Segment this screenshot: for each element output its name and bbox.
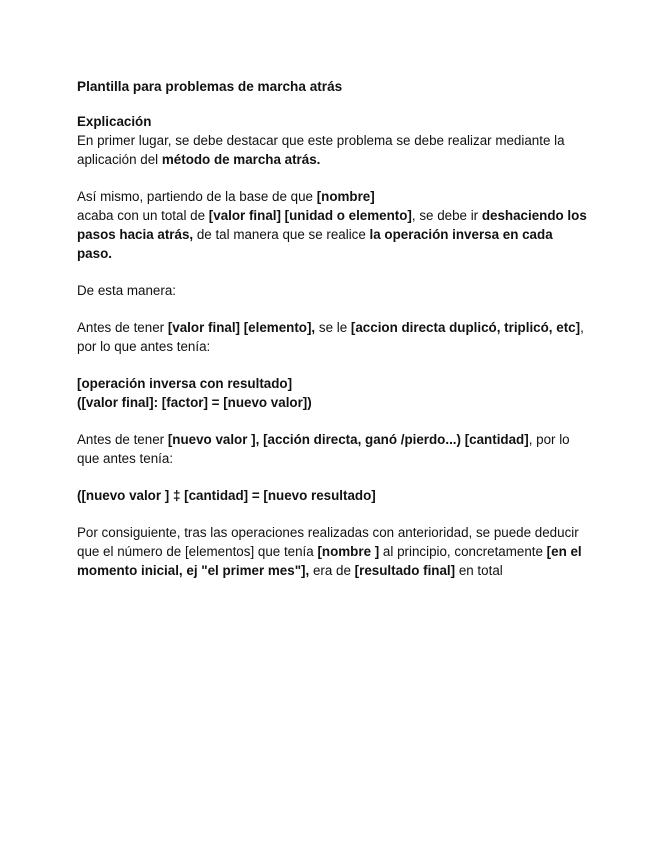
asi-mismo-paragraph — [77, 187, 589, 263]
conclusion-bold-1: [nombre ] — [317, 544, 380, 559]
operacion-line-2: ([valor final]: [factor] = [nuevo valor]) — [77, 395, 312, 410]
asi-mismo-bold-1: [nombre] — [316, 189, 375, 204]
antes-paragraph-1 — [77, 318, 589, 356]
antes2-bold-1: [nuevo valor ], [acción directa, ganó /pierdo...) [cantidad] — [167, 432, 529, 447]
formula-paragraph — [77, 486, 589, 505]
de-esta-manera-paragraph: De esta manera: — [77, 283, 176, 298]
explicacion-heading: Explicación — [77, 114, 152, 129]
operacion-line-1: [operación inversa con resultado] — [77, 376, 293, 391]
antes2-text-2: , por lo que antes tenía: — [77, 432, 570, 466]
antes1-bold-1: [valor final] [elemento], — [167, 320, 316, 335]
conclusion-bold-2: [en el momento inicial, ej "el primer mes"], — [77, 544, 582, 578]
asi-mismo-bold-3: deshaciendo los pasos hacia atrás, — [77, 208, 587, 242]
operacion-paragraph — [77, 374, 589, 412]
antes1-text-3: , por lo que antes tenía: — [77, 320, 584, 354]
conclusion-bold-3: [resultado final] — [354, 563, 456, 578]
conclusion-text-3: era de — [309, 563, 355, 578]
antes1-bold-2: [accion directa duplicó, triplicó, etc] — [350, 320, 581, 335]
document-title: Plantilla para problemas de marcha atrás — [77, 79, 343, 94]
conclusion-text-2: al principio, concretamente — [379, 544, 547, 559]
conclusion-text-4: en total — [455, 563, 503, 578]
antes2-text-1: Antes de tener — [77, 432, 168, 447]
asi-mismo-bold-2: [valor final] [unidad o elemento] — [208, 208, 412, 223]
asi-mismo-text-2: acaba con un total de — [77, 208, 209, 223]
antes-paragraph-2 — [77, 430, 589, 468]
antes1-text-2: se le — [315, 320, 351, 335]
asi-mismo-text-1: Así mismo, partiendo de la base de que — [77, 189, 317, 204]
document-body — [77, 77, 589, 598]
conclusion-paragraph — [77, 523, 589, 580]
explicacion-section — [77, 112, 589, 169]
formula-line: ([nuevo valor ] ‡ [cantidad] = [nuevo resultado] — [77, 488, 376, 503]
antes1-text-1: Antes de tener — [77, 320, 168, 335]
asi-mismo-text-4: de tal manera que se realice — [193, 227, 370, 242]
explicacion-text: En primer lugar, se debe destacar que este problema se debe realizar mediante la aplicación del — [77, 133, 565, 167]
explicacion-bold: método de marcha atrás. — [161, 152, 321, 167]
asi-mismo-text-3: , se debe ir — [411, 208, 482, 223]
asi-mismo-bold-4: la operación inversa en cada paso. — [77, 227, 553, 261]
conclusion-text-1: Por consiguiente, tras las operaciones realizadas con anterioridad, se puede deducir que el número de [elementos] que tenía — [77, 525, 579, 559]
